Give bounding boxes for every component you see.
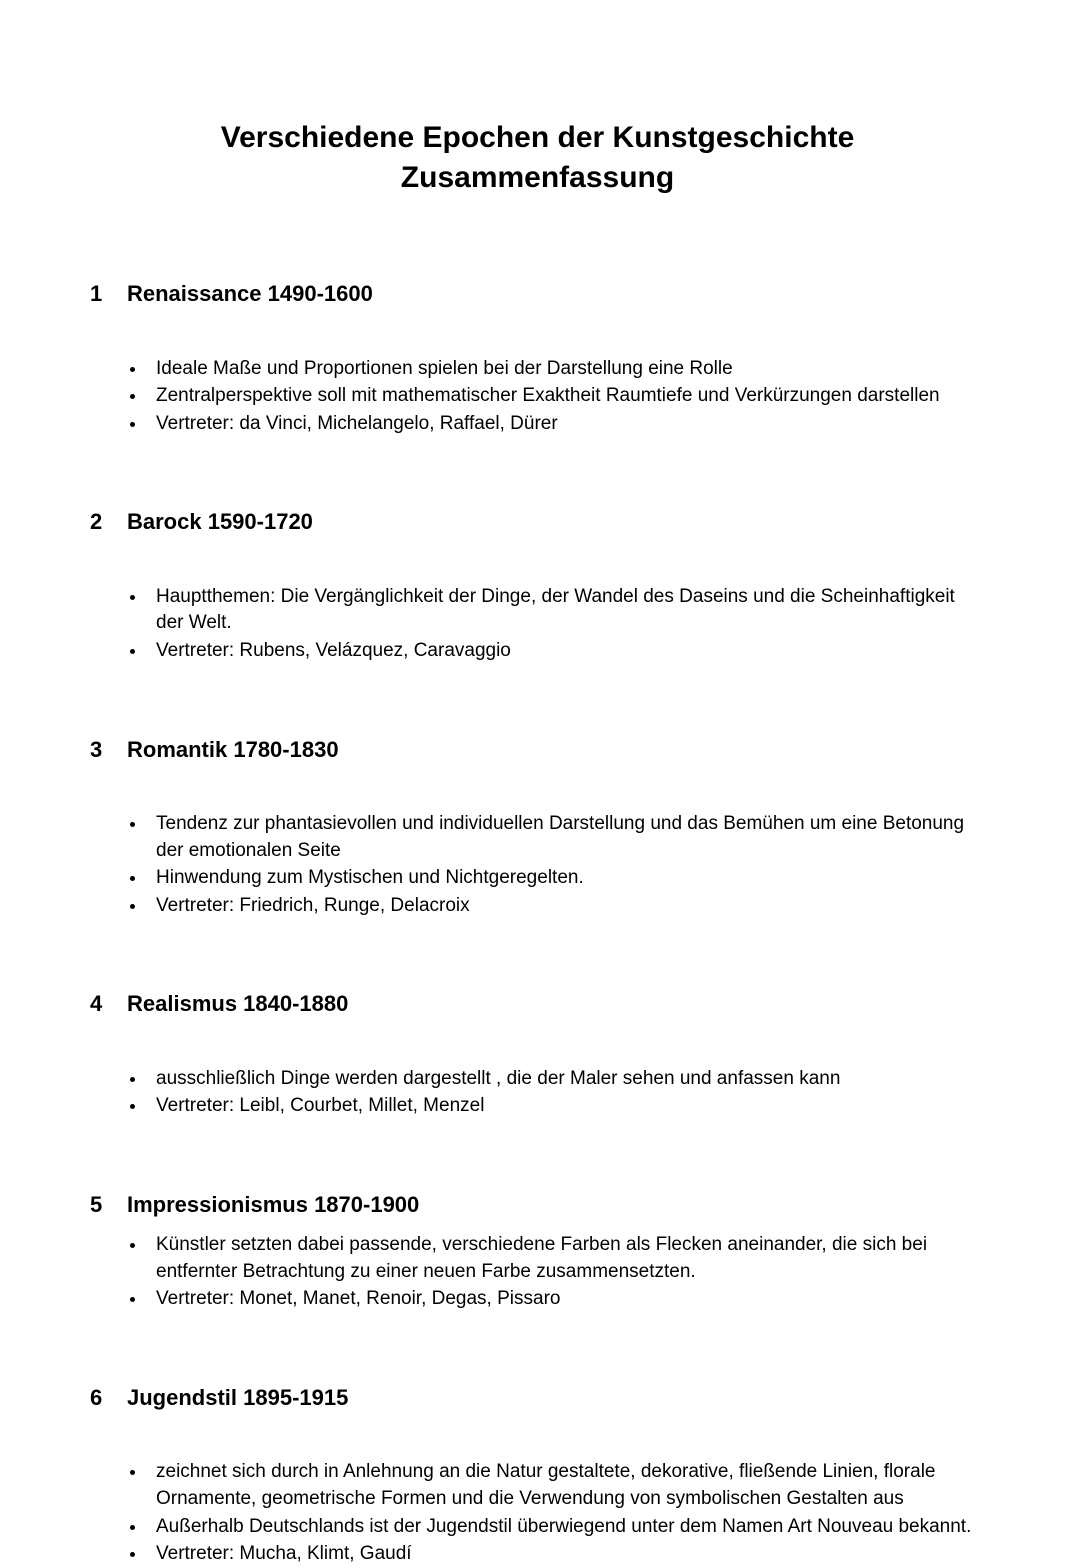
bullet-item: • Vertreter: Leibl, Courbet, Millet, Menzel: [147, 1093, 985, 1120]
section-renaissance: [90, 281, 985, 437]
bullet-list: [90, 1232, 985, 1313]
section-heading: [90, 1192, 985, 1218]
section-barock: [90, 509, 985, 664]
section-heading: [90, 509, 985, 535]
document-title-line2: Zusammenfassung: [400, 160, 675, 194]
section-realismus: [90, 991, 985, 1120]
bullet-item: • Künstler setzten dabei passende, verschiedene Farben als Flecken aneinander, die sich bei entfernter Betrachtung zu einer neuen Farbe zusammensetzten.: [147, 1232, 985, 1285]
bullet-list: [90, 356, 985, 438]
bullet-item: • zeichnet sich durch in Anlehnung an die Natur gestaltete, dekorative, fließende Linien, florale Ornamente, geometrische Formen und die Verwendung von symbolischen Gestalten aus: [147, 1459, 985, 1512]
bullet-item: • Tendenz zur phantasievollen und individuellen Darstellung und das Bemühen um eine Betonung der emotionalen Seite: [147, 811, 985, 864]
section-number: 4: [90, 991, 103, 1017]
bullet-item: • Vertreter: Mucha, Klimt, Gaudí: [147, 1541, 985, 1568]
section-heading-text: Impressionismus 1870-1900: [127, 1191, 420, 1217]
section-number: 1: [90, 281, 103, 307]
section-impressionismus: [90, 1192, 985, 1313]
section-heading-text: Barock 1590-1720: [127, 509, 313, 535]
bullet-item: • Vertreter: Friedrich, Runge, Delacroix: [147, 893, 985, 920]
bullet-list: [90, 811, 985, 919]
section-heading-text: Romantik 1780-1830: [127, 736, 339, 762]
section-heading: [90, 1385, 985, 1411]
bullet-list: [90, 1459, 985, 1567]
section-number: 3: [90, 736, 103, 762]
bullet-list: [90, 584, 985, 665]
section-number: 6: [90, 1385, 103, 1411]
section-number: 5: [90, 1191, 103, 1217]
section-number: 2: [90, 509, 103, 535]
bullet-item: • Vertreter: Monet, Manet, Renoir, Degas, Pissaro: [147, 1286, 985, 1313]
bullet-item: • Ideale Maße und Proportionen spielen bei der Darstellung eine Rolle: [147, 356, 985, 383]
bullet-item: • Zentralperspektive soll mit mathematischer Exaktheit Raumtiefe und Verkürzungen darstellen: [147, 383, 985, 410]
section-heading-text: Jugendstil 1895-1915: [127, 1385, 349, 1411]
section-heading: [90, 991, 985, 1017]
bullet-item: • Hinwendung zum Mystischen und Nichtgeregelten.: [147, 865, 985, 892]
bullet-item: • Vertreter: da Vinci, Michelangelo, Raffael, Dürer: [147, 411, 985, 438]
section-heading-text: Realismus 1840-1880: [127, 991, 349, 1017]
section-heading: [90, 737, 985, 763]
section-romantik: [90, 737, 985, 920]
bullet-item: • Außerhalb Deutschlands ist der Jugendstil überwiegend unter dem Namen Art Nouveau bekannt.: [147, 1514, 985, 1541]
section-heading-text: Renaissance 1490-1600: [127, 281, 373, 307]
bullet-item: • Hauptthemen: Die Vergänglichkeit der Dinge, der Wandel des Daseins und die Scheinhaftigkeit der Welt.: [147, 584, 985, 637]
section-heading: [90, 281, 985, 307]
bullet-item: • Vertreter: Rubens, Velázquez, Caravaggio: [147, 638, 985, 665]
bullet-list: [90, 1066, 985, 1120]
document-title: [90, 118, 985, 197]
section-jugendstil: [90, 1385, 985, 1568]
document-title-line1: Verschiedene Epochen der Kunstgeschichte: [220, 121, 855, 154]
bullet-item: • ausschließlich Dinge werden dargestellt , die der Maler sehen und anfassen kann: [147, 1066, 985, 1093]
